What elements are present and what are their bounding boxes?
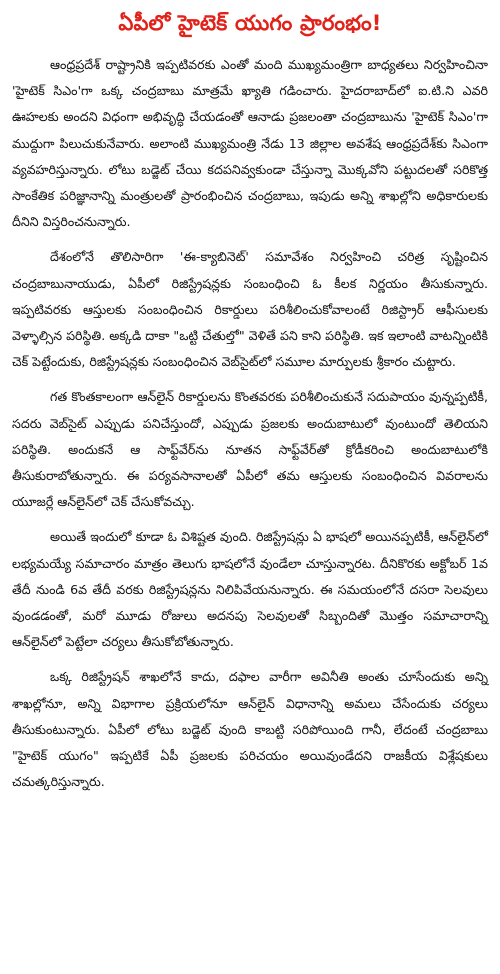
paragraph-4: అయితే ఇందులో కూడా ఓ విశిష్టత వుంది. రిజిస్ట్రేషన్లు ఏ భాషలో అయినప్పటికీ, ఆన్‌లైన్‌లో లభ్యమయ్యే సమాచారం మాత్రం తెలుగు భాషలోనే వుండేలా చూస్తున్నారట. దీనికొరకు అక్టోబర్ 1వ తేదీ నుండి 6వ తేదీ వరకు రిజిస్ట్రేషన్లను నిలిపివేయనున్నారు. ఈ సమయంలోనే దసరా సెలవులు వుండడంతో, మరో మూడు రోజులు అదనపు సెలవులతో సిబ్బందితో మొత్తం సమాచారాన్ని ఆన్‌లైన్‌లో పెట్టేలా చర్యలు తీసుకోబోతున్నారు. — [12, 529, 488, 650]
paragraph-2: దేశంలోనే తొలిసారిగా 'ఈ-క్యాబినెట్' సమావేశం నిర్వహించి చరిత్ర సృష్టించిన చంద్రబాబునాయుడు, ఏపీలో రిజిస్ట్రేషన్లకు సంబంధించి ఓ కీలక నిర్ణయం తీసుకున్నారు. ఇప్పటివరకు ఆస్తులకు సంబంధించిన రికార్డులు పరిశీలించుకోవాలంటే రిజిస్ట్రార్ ఆఫీసులకు వెళ్ళాల్సిన పరిస్థితి. అక్కడి దాకా "ఒట్టి చేతుల్తో" వెళితే పని కాని పరిస్థితి. ఇక ఇలాంటి వాటన్నింటికి చెక్ పెట్టేందుకు, రిజిస్ట్రేషన్లకు సంబంధించిన వెబ్‌సైట్‌లో సమూల మార్పులకు శ్రీకారం చుట్టారు. — [12, 249, 488, 370]
paragraph-3: గత కొంతకాలంగా ఆన్‌లైన్ రికార్డులను కొంతవరకు పరిశీలించుకునే సదుపాయం వున్నప్పటికీ, సదరు వెబ్‌సైట్ ఎప్పుడు పనిచేస్తుందో, ఎప్పుడు ప్రజలకు అందుబాటులో వుంటుందో తెలియని పరిస్థితి. అందుకనే ఆ సాఫ్ట్‌వేర్‌ను నూతన సాఫ్ట్‌వేర్‌తో క్రోడీకరించి అందుబాటులోకి తీసుకురాబోతున్నారు. ఈ పర్యవసానాలతో ఏపీలో తమ ఆస్తులకు సంబంధించిన వివరాలను యూజర్లే ఆన్‌లైన్‌లో చెక్ చేసుకోవచ్చు. — [12, 389, 488, 510]
paragraph-5: ఒక్క రిజిస్ట్రేషన్ శాఖలోనే కాదు, దఫాల వారీగా అవినీతి అంతు చూసేందుకు అన్ని శాఖల్లోనూ, అన్ని విభాగాల ప్రక్రియలోనూ ఆన్‌లైన్ విధానాన్ని అమలు చేసేందుకు చర్యలు తీసుకుంటున్నారు. ఏపీలో లోటు బడ్జెట్ వుంది కాబట్టి సరిపోయింది గానీ, లేదంటే చంద్రబాబు "హైటెక్ యుగం" ఇప్పటికే ఏపీ ప్రజలకు పరిచయం అయివుండేదని రాజకీయ విశ్లేషకులు చమత్కరిస్తున్నారు. — [12, 669, 488, 790]
article-headline: ఏపీలో హైటెక్ యుగం ప్రారంభం! — [118, 11, 382, 35]
article-body — [12, 52, 488, 795]
headline-bar — [12, 6, 488, 46]
paragraph-1: ఆంధ్రప్రదేశ్ రాష్ట్రానికి ఇప్పటివరకు ఎంతో మంది ముఖ్యమంత్రిగా బాధ్యతలు నిర్వహించినా 'హైటెక్ సిఎం'గా ఒక్క చంద్రబాబు మాత్రమే ఖ్యాతి గడించారు. హైదరాబాద్‌లో ఐ.టి.ని ఎవరి ఊహలకు అందని విధంగా అభివృద్ధి చేయడంతో ఆనాడు ప్రజలంతా చంద్రబాబును 'హైటెక్ సిఎం'గా ముద్దుగా పిలుచుకునేవారు. అలాంటి ముఖ్యమంత్రి నేడు 13 జిల్లాల అవశేష ఆంధ్రప్రదేశ్‌కు సిఎంగా వ్యవహరిస్తున్నారు. లోటు బడ్జెట్ చేయి కదపనివ్వకుండా చేస్తున్నా మొక్కవోని పట్టుదలతో సరికొత్త సాంకేతిక పరిజ్ఞానాన్ని మంత్రులతో ప్రారంభించిన చంద్రబాబు, ఇపుడు అన్ని శాఖల్లోని అధికారులకు దీనిని విస్తరించనున్నారు. — [12, 57, 488, 230]
